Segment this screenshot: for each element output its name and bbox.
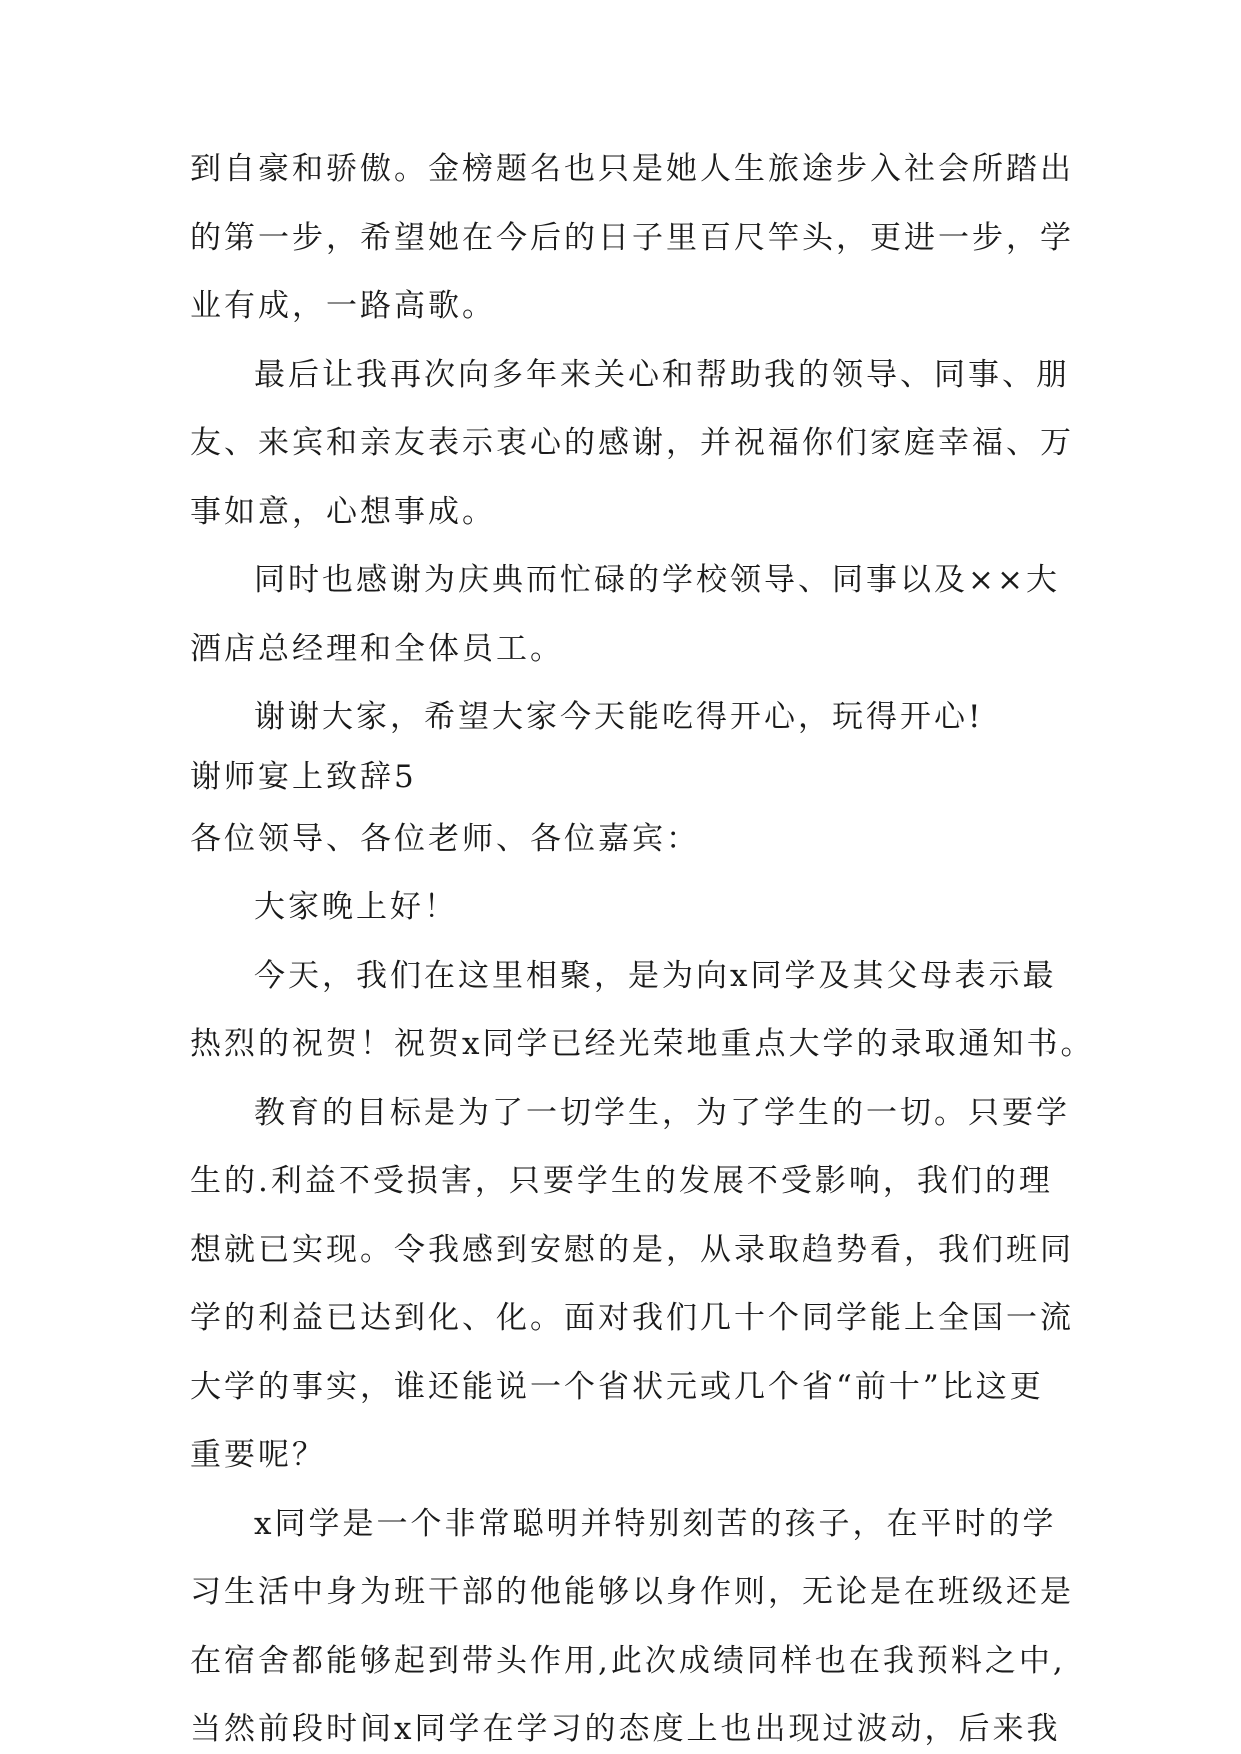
salutation: 各位领导、各位老师、各位嘉宾： bbox=[190, 820, 700, 857]
text-line: 学的利益已达到化、化。面对我们几十个同学能上全国一流 bbox=[190, 1299, 1074, 1336]
text-line: 重要呢？ bbox=[190, 1436, 326, 1473]
paragraph-start-line: x同学是一个非常聪明并特别刻苦的孩子，在平时的学 bbox=[254, 1506, 1057, 1542]
text-line: 大学的事实，谁还能说一个省状元或几个省“前十”比这更 bbox=[190, 1368, 1044, 1405]
paragraph-start-line: 今天，我们在这里相聚，是为向x同学及其父母表示最 bbox=[254, 957, 1057, 994]
text-line: 到自豪和骄傲。金榜题名也只是她人生旅途步入社会所踏出 bbox=[190, 150, 1074, 187]
text-line: 事如意，心想事成。 bbox=[190, 493, 496, 530]
greeting: 大家晚上好！ bbox=[254, 888, 458, 925]
text-line: 酒店总经理和全体员工。 bbox=[190, 630, 564, 667]
text-line: 习生活中身为班干部的他能够以身作则，无论是在班级还是 bbox=[190, 1574, 1074, 1611]
text-line: 业有成，一路高歌。 bbox=[190, 287, 496, 324]
text-line: 的第一步，希望她在今后的日子里百尺竿头，更进一步，学 bbox=[190, 219, 1074, 256]
text-line: 当然前段时间x同学在学习的态度上也出现过波动，后来我 bbox=[190, 1711, 1061, 1748]
text-line: 热烈的祝贺！祝贺x同学已经光荣地重点大学的录取通知书。 bbox=[190, 1025, 1095, 1062]
text-line: 想就已实现。令我感到安慰的是，从录取趋势看，我们班同 bbox=[190, 1231, 1074, 1268]
paragraph-start-line: 谢谢大家，希望大家今天能吃得开心，玩得开心! bbox=[254, 698, 984, 735]
text-line: 友、来宾和亲友表示衷心的感谢，并祝福你们家庭幸福、万 bbox=[190, 424, 1074, 461]
paragraph-start-line: 最后让我再次向多年来关心和帮助我的领导、同事、朋 bbox=[254, 356, 1070, 393]
text-line: 在宿舍都能够起到带头作用,此次成绩同样也在我预料之中, bbox=[190, 1643, 1066, 1680]
paragraph-start-line: 同时也感谢为庆典而忙碌的学校领导、同事以及××大 bbox=[254, 561, 1060, 598]
section-heading: 谢师宴上致辞5 bbox=[190, 759, 417, 796]
paragraph-start-line: 教育的目标是为了一切学生，为了学生的一切。只要学 bbox=[254, 1094, 1070, 1131]
text-line: 生的.利益不受损害，只要学生的发展不受影响，我们的理 bbox=[190, 1162, 1053, 1199]
